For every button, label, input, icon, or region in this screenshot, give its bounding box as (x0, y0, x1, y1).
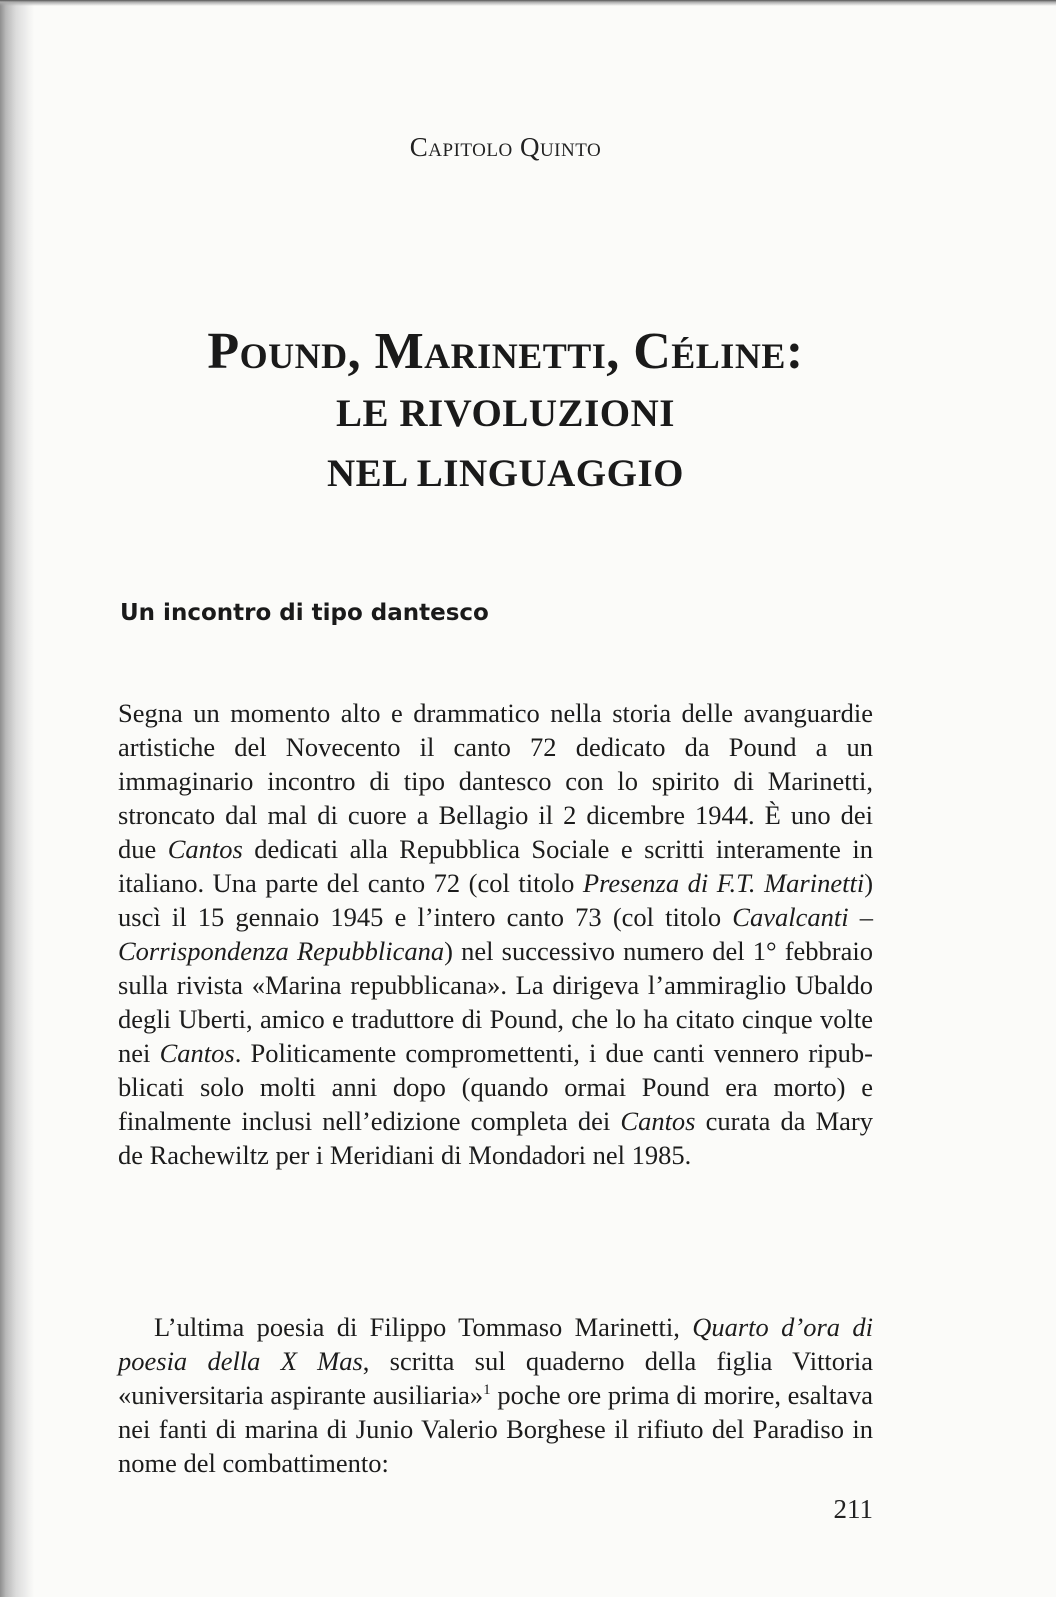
paragraph-1-text: . Politicamente compromettenti, i due canti vennero ripubblicati solo molti anni dopo (quando ormai Pound era morto) e finalmente inclusi nell’edizione completa dei (118, 1037, 873, 1136)
paragraph-1 (118, 696, 873, 1172)
chapter-title-line-1: Pound, Marinetti, Céline: (207, 323, 804, 380)
chapter-title (118, 320, 893, 504)
chapter-label: Capitolo Quinto (409, 132, 602, 162)
footnote-reference[interactable]: 1 (483, 1381, 491, 1398)
paragraph-1-text: ) nel successivo numero del 1° febbraio sulla rivista «Marina repubblicana». La dirigeva l’ammiraglio Ubaldo degli Uberti, amico e traduttore di Pound, che lo ha citato cinque volte nei (118, 935, 873, 1068)
chapter-title-line-2: LE RIVOLUZIONI (336, 392, 675, 435)
page-number: 211 (833, 1494, 873, 1524)
paragraph-1-text: dedicati alla Repubblica Sociale e scritti interamente in italiano. Una parte del canto 72 (col titolo (118, 833, 874, 898)
book-page (118, 0, 893, 1597)
paragraph-1-text: curata da Mary de Rachewiltz per i Meridiani di Mondadori nel 1985. (118, 1105, 873, 1170)
paragraph-1-italic: Cantos (620, 1105, 696, 1136)
paragraph-1-text: ) uscì il 15 gennaio 1945 e l’intero canto 73 (col titolo (118, 867, 874, 932)
paragraph-1-text: Segna un momento alto e drammatico nella storia delle avanguardie artistiche del Novecento il canto 72 dedicato da Pound a un immaginario incontro di tipo dantesco con lo spirito di Marinetti, stroncato dal mal di cuore a Bellagio il 2 dicembre 1944. È uno dei due (118, 697, 873, 864)
paragraph-2-text: poche ore prima di morire, esaltava nei fanti di marina di Junio Valerio Borghese il rifiuto del Paradiso in nome del combattimento: (118, 1379, 873, 1478)
paragraph-2-text: , scritta sul quaderno della figlia Vittoria «universitaria aspirante ausiliaria» (118, 1345, 873, 1410)
paragraph-2-text: L’ultima poesia di Filippo Tommaso Marinetti, (154, 1311, 693, 1342)
chapter-title-line-3: NEL LINGUAGGIO (327, 452, 684, 495)
section-heading: Un incontro di tipo dantesco (120, 600, 489, 626)
paragraph-1-italic: Cavalcanti – Corrispondenza Repubblicana (118, 901, 873, 966)
paragraph-1-italic: Presenza di F.T. Marinetti (582, 867, 865, 898)
binding-shadow (0, 0, 34, 1597)
paragraph-1-italic: Cantos (167, 833, 243, 864)
paragraph-2 (118, 1310, 873, 1480)
paragraph-2-italic: Quarto d’ora di poesia della X Mas (118, 1311, 873, 1376)
paragraph-1-italic: Cantos (159, 1037, 235, 1068)
